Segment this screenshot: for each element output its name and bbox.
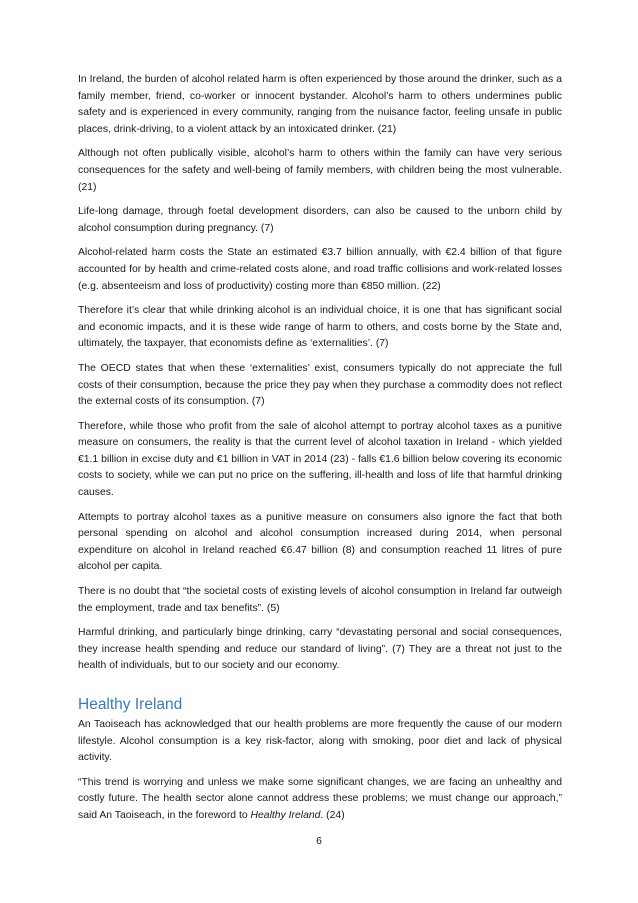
paragraph-8: Attempts to portray alcohol taxes as a punitive measure on consumers also ignore the fact that both personal spending on alcohol and alcohol consumption increased during 2014, when personal expenditure on alcohol in Ireland reached €6.47 billion (8) and consumption reached 11 litres of pure alcohol per capita.: [78, 511, 562, 573]
citation: . (24): [320, 809, 345, 821]
paragraph-5: Therefore it’s clear that while drinking alcohol is an individual choice, it is one that has significant social and economic impacts, and it is these wide range of harm to others, and costs borne by the State and, ultimately, the taxpayer, that economists define as ‘externalities’. (7): [78, 305, 562, 350]
paragraph-7: Therefore, while those who profit from the sale of alcohol attempt to portray alcohol taxes as a punitive measure on consumers, the reality is that the current level of alcohol taxation in Ireland - which yielded €1.1 billion in excise duty and €1 billion in VAT in 2014 (23) - falls €1.6 billion below covering its economic costs to society, while we can put no price on the suffering, ill-health and loss of life that harmful drinking causes.: [78, 420, 562, 499]
paragraph-6: The OECD states that when these ‘externalities’ exist, consumers typically do not appreciate the full costs of their consumption, because the price they pay when they purchase a commodity does not reflect the external costs of its consumption. (7): [78, 362, 562, 408]
page-body: [78, 72, 562, 833]
paragraph-1: In Ireland, the burden of alcohol related harm is often experienced by those around the drinker, such as a family member, friend, co-worker or innocent bystander. Alcohol’s harm to others undermines public safety and is experienced in every community, ranging from the nuisance factor, feeling unsafe in public places, drink-driving, to a violent attack by an intoxicated drinker. (21): [78, 74, 562, 135]
paragraph-2: Although not often publically visible, alcohol’s harm to others within the family can have very serious consequences for the safety and well-being of family members, with children being the most vulnerable. (21): [78, 148, 562, 193]
section-heading: Healthy Ireland: [78, 696, 183, 713]
page-number: 6: [316, 836, 322, 847]
paragraph-3: Life-long damage, through foetal development disorders, can also be caused to the unborn child by alcohol consumption during pregnancy. (7): [78, 206, 562, 234]
paragraph-9: There is no doubt that “the societal costs of existing levels of alcohol consumption in Ireland far outweigh the employment, trade and tax benefits”. (5): [78, 586, 562, 614]
quote-text: “This trend is worrying and unless we make some significant changes, we are facing an unhealthy and costly future. The health sector alone cannot address these problems; we must change our approach,” said An Taoiseach, in the foreword to: [78, 776, 562, 821]
paragraph-4: Alcohol-related harm costs the State an estimated €3.7 billion annually, with €2.4 billion of that figure accounted for by health and crime-related costs alone, and road traffic collisions and work-related losses (e.g. absenteeism and loss of productivity) costing more than €850 million. (22): [78, 247, 562, 292]
paragraph-10: Harmful drinking, and particularly binge drinking, carry “devastating personal and social consequences, they increase health spending and reduce our standard of living”. (7) They are a threat not just to the health of individuals, but to our society and our economy.: [78, 627, 562, 672]
section-paragraph-1: An Taoiseach has acknowledged that our health problems are more frequently the cause of our modern lifestyle. Alcohol consumption is a key risk-factor, along with smoking, poor diet and lack of physical activity.: [78, 719, 562, 764]
section-paragraph-2: [78, 775, 562, 825]
publication-title: Healthy Ireland: [250, 809, 321, 821]
